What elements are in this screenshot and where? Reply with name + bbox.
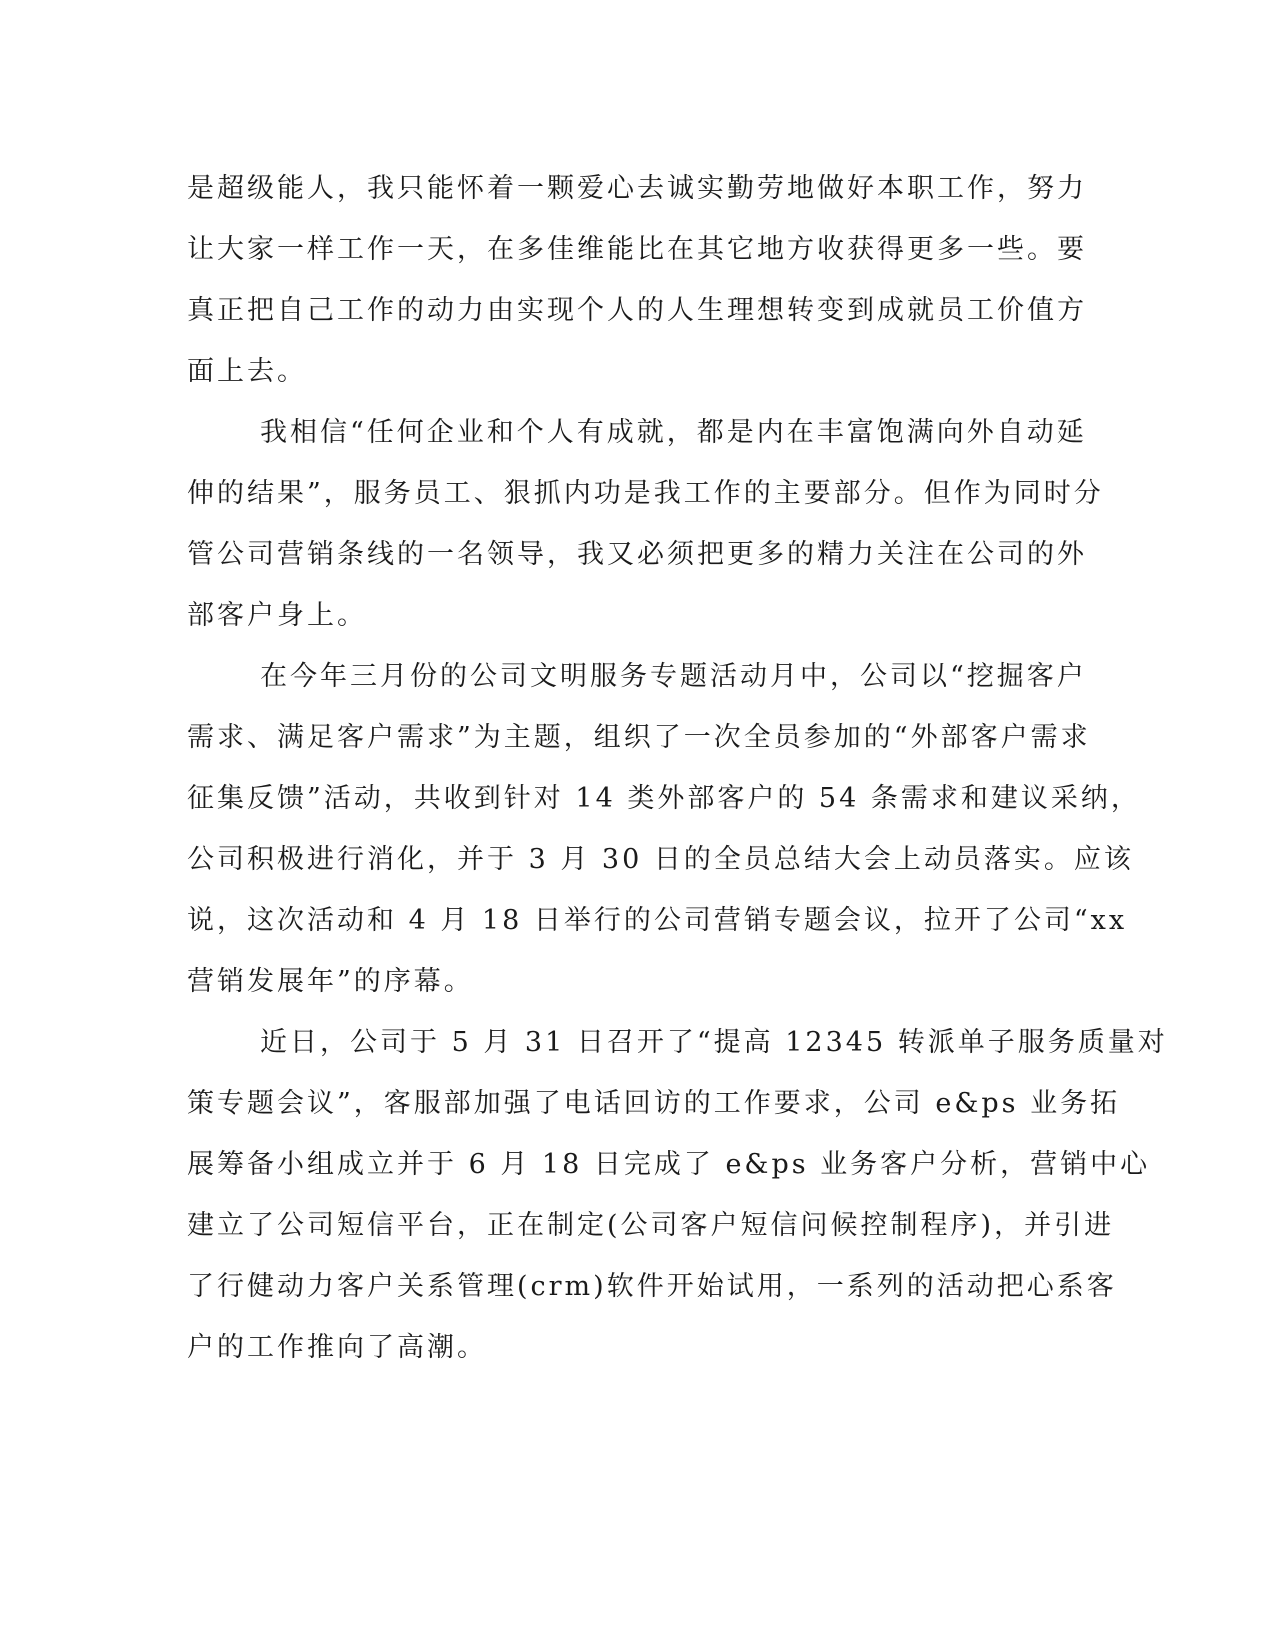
paragraph-line: 营销发展年”的序幕。 bbox=[187, 966, 474, 997]
paragraph-line: 展筹备小组成立并于 6 月 18 日完成了 e&ps 业务客户分析，营销中心 bbox=[187, 1149, 1151, 1180]
paragraph-line: 需求、满足客户需求”为主题，组织了一次全员参加的“外部客户需求 bbox=[187, 722, 1091, 753]
paragraph-line: 面上去。 bbox=[187, 356, 307, 387]
paragraph-line: 在今年三月份的公司文明服务专题活动月中，公司以“挖掘客户 bbox=[260, 661, 1087, 692]
paragraph-line: 建立了公司短信平台，正在制定(公司客户短信问候控制程序)，并引进 bbox=[187, 1210, 1115, 1241]
paragraph-line: 策专题会议”，客服部加强了电话回访的工作要求，公司 e&ps 业务拓 bbox=[187, 1088, 1121, 1119]
paragraph-line: 了行健动力客户关系管理(crm)软件开始试用，一系列的活动把心系客 bbox=[187, 1271, 1117, 1302]
paragraph-2 bbox=[187, 402, 1104, 646]
paragraph-line: 我相信“任何企业和个人有成就，都是内在丰富饱满向外自动延 bbox=[260, 417, 1087, 448]
paragraph-line: 让大家一样工作一天，在多佳维能比在其它地方收获得更多一些。要 bbox=[187, 234, 1087, 265]
paragraph-3 bbox=[187, 646, 1141, 1012]
paragraph-line: 近日，公司于 5 月 31 日召开了“提高 12345 转派单子服务质量对 bbox=[260, 1027, 1168, 1058]
paragraph-line: 户的工作推向了高潮。 bbox=[187, 1332, 487, 1363]
paragraph-1 bbox=[187, 158, 1087, 402]
paragraph-4 bbox=[187, 1012, 1168, 1378]
paragraph-line: 管公司营销条线的一名领导，我又必须把更多的精力关注在公司的外 bbox=[187, 539, 1087, 570]
paragraph-line: 是超级能人，我只能怀着一颗爱心去诚实勤劳地做好本职工作，努力 bbox=[187, 173, 1087, 204]
paragraph-line: 说，这次活动和 4 月 18 日举行的公司营销专题会议，拉开了公司“xx bbox=[187, 905, 1128, 936]
paragraph-line: 真正把自己工作的动力由实现个人的人生理想转变到成就员工价值方 bbox=[187, 295, 1087, 326]
paragraph-line: 伸的结果”，服务员工、狠抓内功是我工作的主要部分。但作为同时分 bbox=[187, 478, 1104, 509]
paragraph-line: 公司积极进行消化，并于 3 月 30 日的全员总结大会上动员落实。应该 bbox=[187, 844, 1134, 875]
document-body bbox=[187, 158, 1168, 1378]
paragraph-line: 部客户身上。 bbox=[187, 600, 367, 631]
paragraph-line: 征集反馈”活动，共收到针对 14 类外部客户的 54 条需求和建议采纳， bbox=[187, 783, 1141, 814]
